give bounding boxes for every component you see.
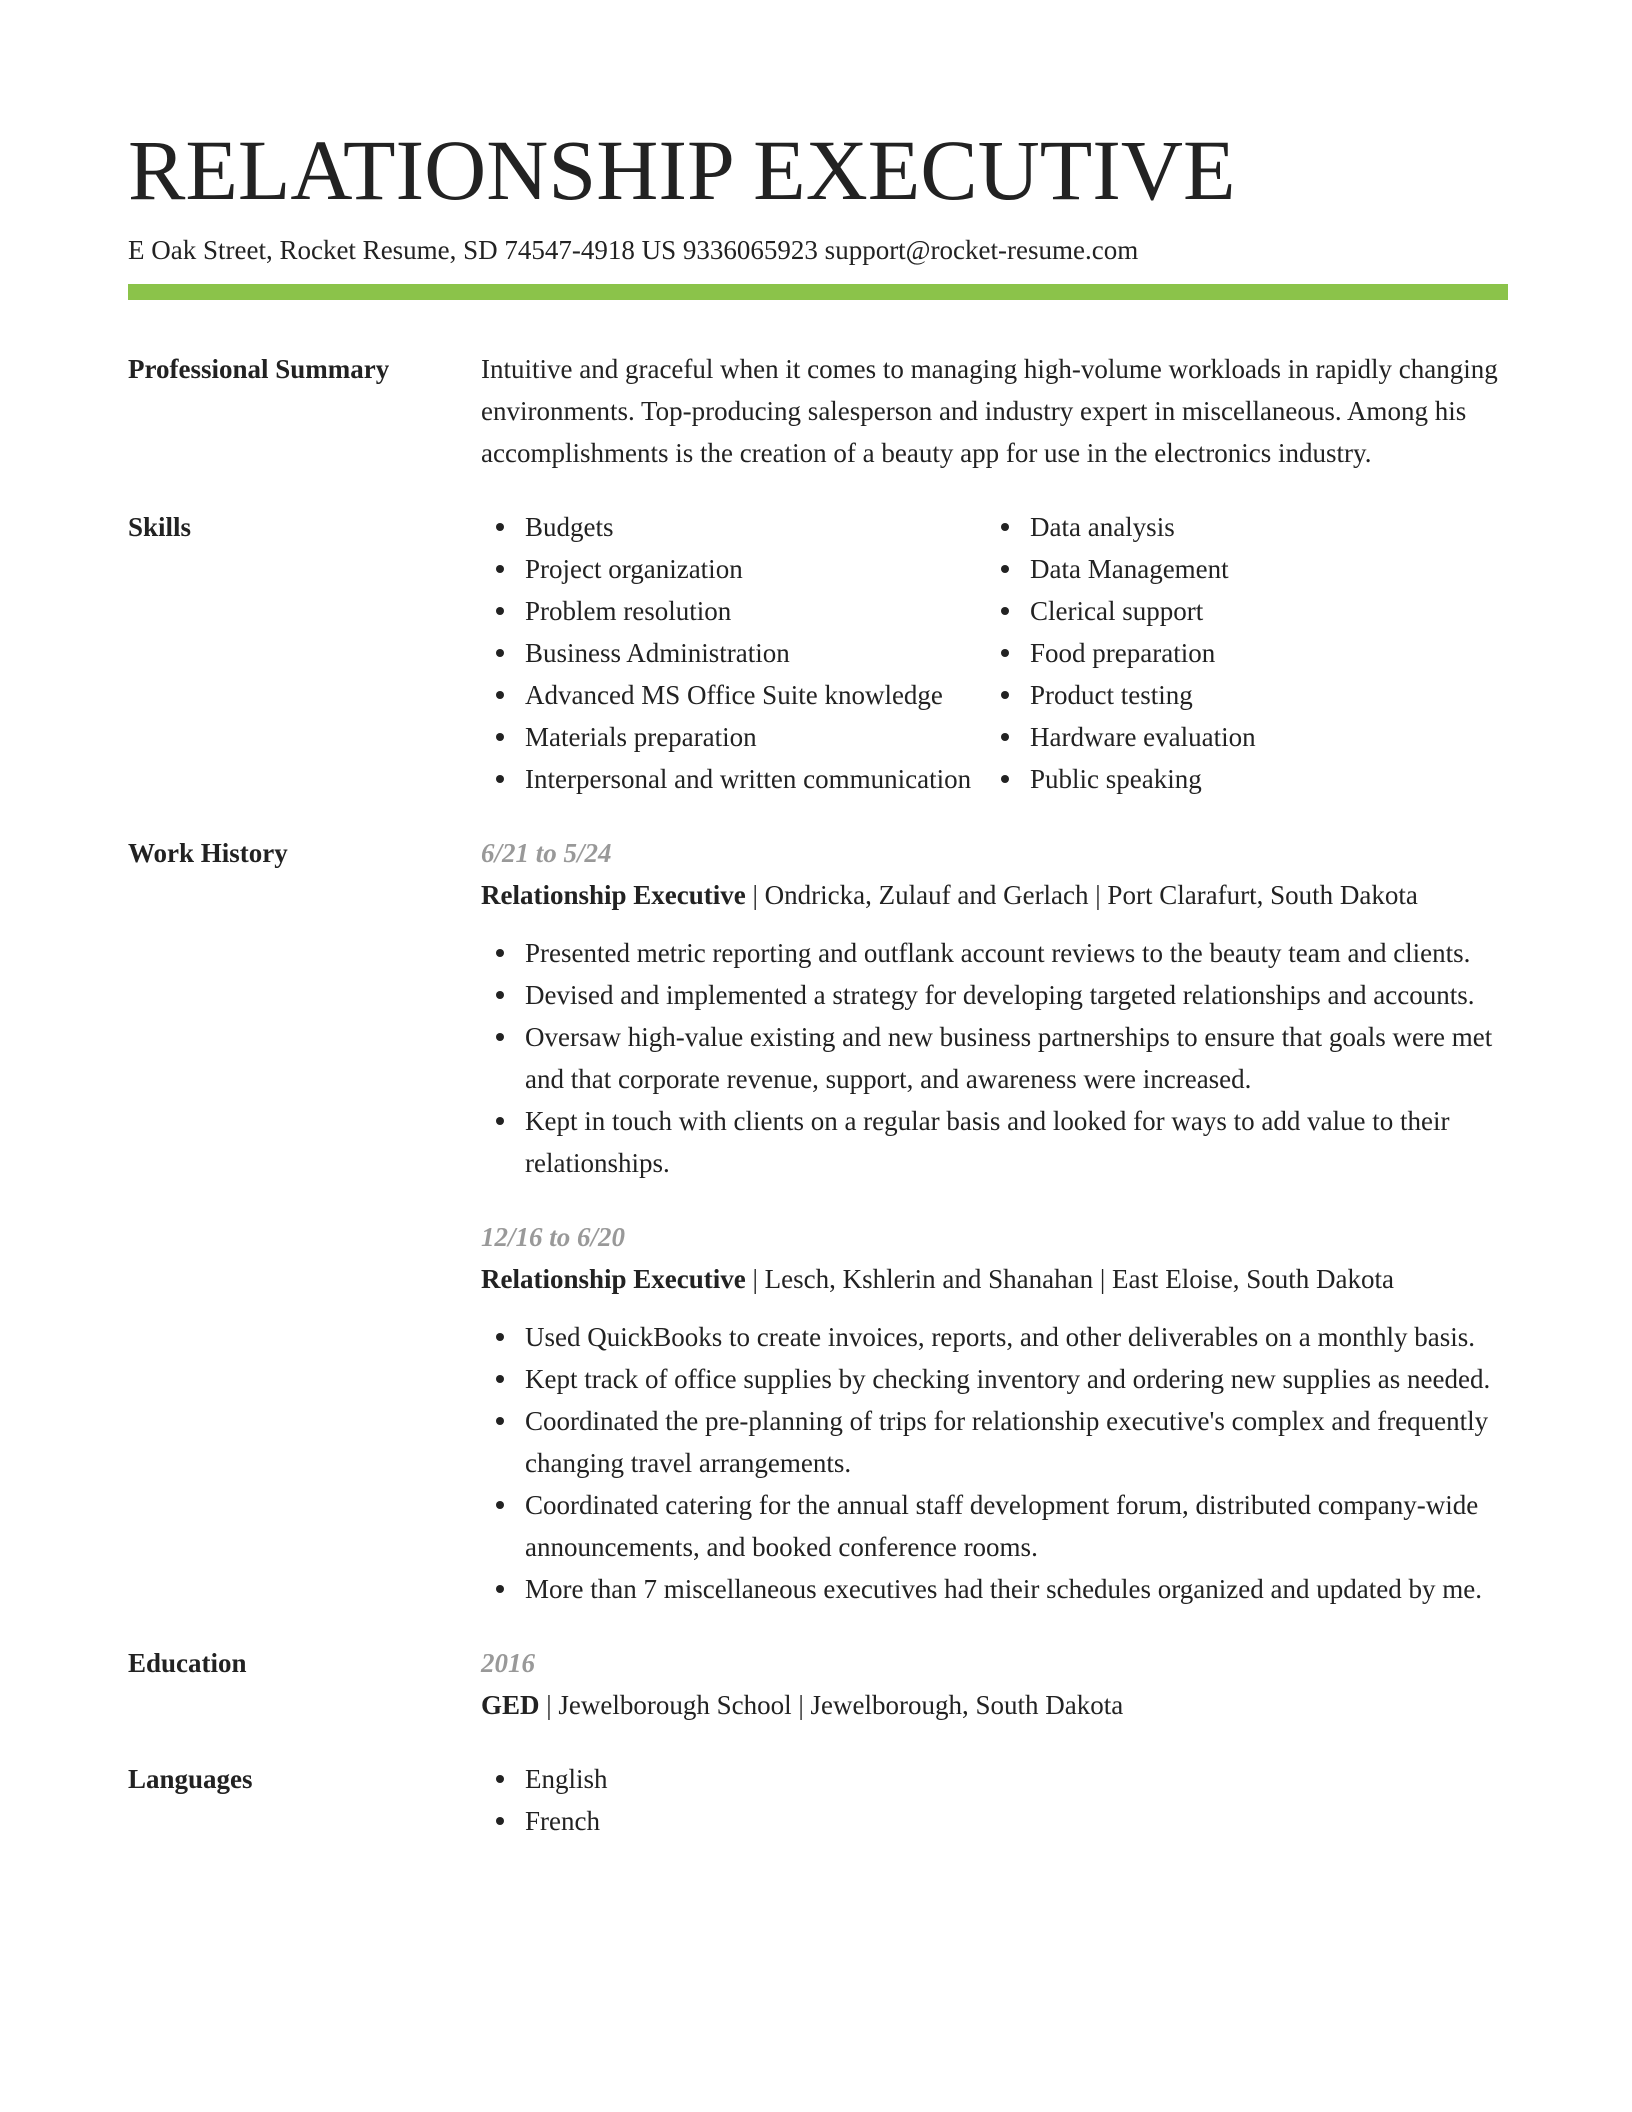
job-role-line [481,1258,1508,1300]
job-bullet: Coordinated the pre-planning of trips for relationship executive's complex and frequently changing travel arrangements. [481,1400,1508,1484]
skill-item: Data Management [986,548,1486,590]
work-history-section [128,832,1508,1610]
job-title: Relationship Executive [481,1264,746,1294]
education-degree: GED [481,1690,540,1720]
job-bullet: Oversaw high-value existing and new business partnerships to ensure that goals were met and that corporate revenue, support, and awareness were increased. [481,1016,1508,1100]
job-details: | Ondricka, Zulauf and Gerlach | Port Clarafurt, South Dakota [745,880,1418,910]
job-role-line [481,874,1508,916]
page-title: RELATIONSHIP EXECUTIVE [128,122,1236,218]
education-line [481,1684,1508,1726]
skill-item: Budgets [481,506,986,548]
languages-heading: Languages [128,1764,253,1794]
summary-body [481,348,1508,474]
skill-item: Business Administration [481,632,986,674]
education-details: | Jewelborough School | Jewelborough, South Dakota [539,1690,1124,1720]
education-year: 2016 [481,1648,535,1678]
skill-item: Interpersonal and written communication [481,758,986,800]
job-bullet: Kept track of office supplies by checking inventory and ordering new supplies as needed. [481,1358,1508,1400]
work-history-heading: Work History [128,838,288,868]
job-bullet: Kept in touch with clients on a regular basis and looked for ways to add value to their relationships. [481,1100,1508,1184]
languages-section [128,1758,1508,1842]
skill-item: Data analysis [986,506,1486,548]
job-bullet: Presented metric reporting and outflank account reviews to the beauty team and clients. [481,932,1508,974]
job-bullet: Devised and implemented a strategy for developing targeted relationships and accounts. [481,974,1508,1016]
skill-item: Food preparation [986,632,1486,674]
summary-section [128,348,1508,474]
work-history-body [481,832,1508,1610]
skills-grid [481,506,1508,800]
accent-divider [128,284,1508,300]
languages-list [481,1758,1508,1842]
job-dates: 12/16 to 6/20 [481,1222,626,1252]
skills-column-left [481,506,986,800]
language-item: French [481,1800,1508,1842]
summary-heading: Professional Summary [128,354,390,384]
job-bullet-list [481,1316,1508,1610]
skill-item: Clerical support [986,590,1486,632]
education-heading: Education [128,1648,247,1678]
skill-item: Public speaking [986,758,1486,800]
skill-item: Advanced MS Office Suite knowledge [481,674,986,716]
skill-item: Project organization [481,548,986,590]
job-bullet: Used QuickBooks to create invoices, reports, and other deliverables on a monthly basis. [481,1316,1508,1358]
skill-item: Materials preparation [481,716,986,758]
contact-line: E Oak Street, Rocket Resume, SD 74547-4918 US 9336065923 support@rocket-resume.com [128,235,1139,265]
skills-body [481,506,1508,800]
job-bullet: More than 7 miscellaneous executives had their schedules organized and updated by me. [481,1568,1508,1610]
job-bullet-list [481,932,1508,1184]
job-dates: 6/21 to 5/24 [481,838,612,868]
language-item: English [481,1758,1508,1800]
skills-heading: Skills [128,512,192,542]
job-bullet: Coordinated catering for the annual staff development forum, distributed company-wide announcements, and booked conference rooms. [481,1484,1508,1568]
skill-item: Product testing [986,674,1486,716]
skills-section [128,506,1508,800]
education-body [481,1642,1508,1726]
job-entry [481,1216,1508,1610]
skill-item: Problem resolution [481,590,986,632]
summary-text: Intuitive and graceful when it comes to managing high-volume workloads in rapidly changing environments. Top-producing salesperson and industry expert in miscellaneous. Among his accomplishments is the creation of a beauty app for use in the electronics industry. [481,354,1498,468]
resume-page [128,120,1508,1842]
job-details: | Lesch, Kshlerin and Shanahan | East Eloise, South Dakota [745,1264,1394,1294]
skill-item: Hardware evaluation [986,716,1486,758]
skills-column-right [986,506,1486,800]
languages-body [481,1758,1508,1842]
job-entry [481,832,1508,1184]
education-section [128,1642,1508,1726]
job-title: Relationship Executive [481,880,746,910]
